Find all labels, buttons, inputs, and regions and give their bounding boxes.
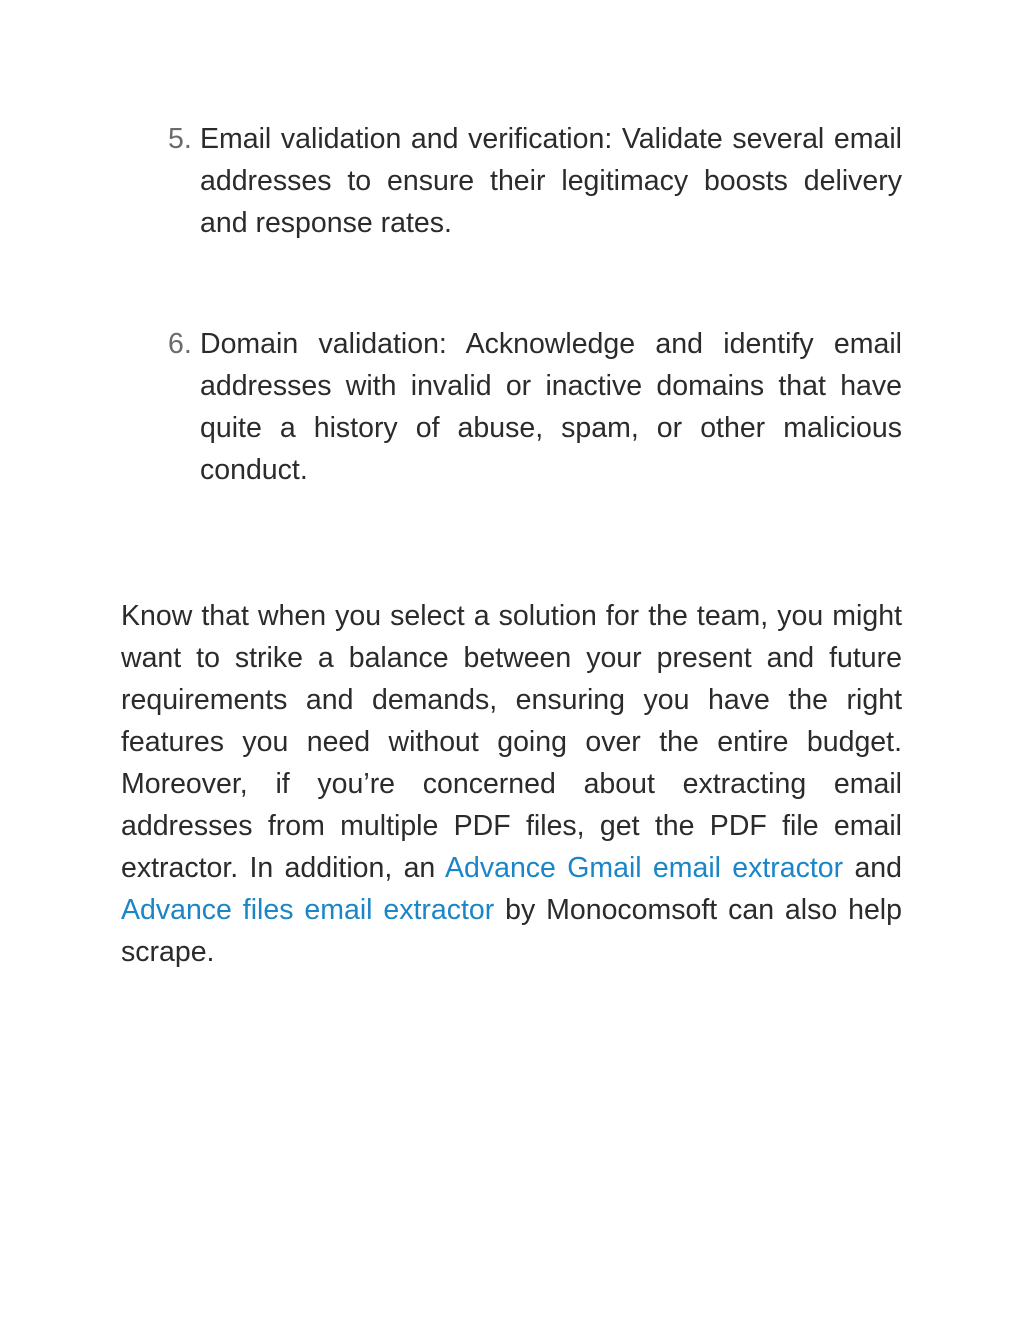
paragraph-text-before: Know that when you select a solution for the team, you might want to strike a balance between your present and future requirements and demands, ensuring you have the right features you need without going over the entire budget. Moreover, if you’re concerned about extracting email addresses from multiple PDF files, get the PDF file email extractor. In addition, an <box>121 600 902 884</box>
paragraph-text-after: by Monocomsoft can also help scrape. <box>121 894 902 968</box>
list-item-text: Email validation and verification: Validate several email addresses to ensure their legitimacy boosts delivery and response rates. <box>200 123 902 239</box>
list-item-text: Domain validation: Acknowledge and identify email addresses with invalid or inactive domains that have quite a history of abuse, spam, or other malicious conduct. <box>200 328 902 486</box>
list-item <box>168 323 902 491</box>
advance-files-email-extractor-link[interactable]: Advance files email extractor <box>121 894 495 926</box>
list-item-number: 5. <box>168 123 192 155</box>
advance-gmail-email-extractor-link[interactable]: Advance Gmail email extractor <box>445 852 844 884</box>
paragraph-text-middle: and <box>843 852 902 884</box>
list-item-number: 6. <box>168 328 192 360</box>
list-item <box>168 118 902 244</box>
body-paragraph <box>121 595 902 973</box>
